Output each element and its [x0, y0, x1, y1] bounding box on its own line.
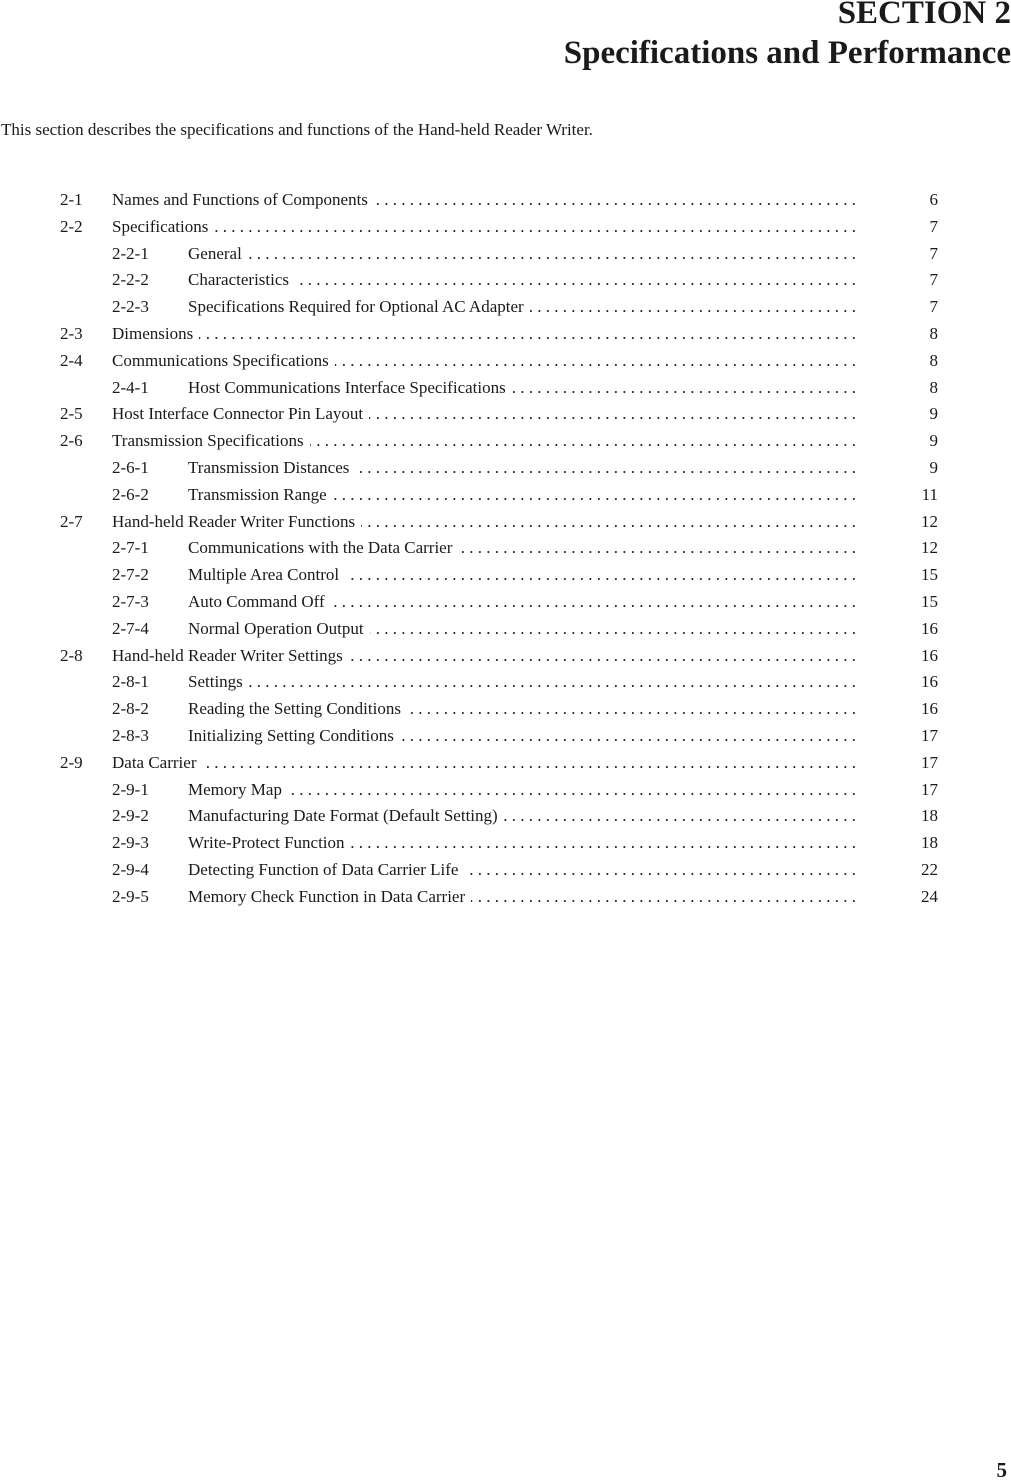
toc-entry[interactable] [60, 562, 940, 589]
toc-entry-leader [188, 241, 856, 268]
toc-entry[interactable] [60, 482, 940, 509]
toc-entry-number: 2-2-2 [112, 270, 149, 290]
toc-entry-number: 2-9-5 [112, 886, 149, 906]
toc-entry[interactable] [60, 321, 940, 348]
toc-entry-leader [188, 696, 856, 723]
toc-entry[interactable] [60, 857, 940, 884]
toc-entry-title: General [188, 244, 248, 263]
section-header [564, 0, 1011, 73]
toc-entry[interactable] [60, 535, 940, 562]
toc-entry-title: Write-Protect Function [188, 833, 351, 852]
toc-entry-page: 16 [921, 672, 938, 692]
toc-entry[interactable] [60, 348, 940, 375]
toc-entry-page: 17 [921, 752, 938, 772]
toc-entry-number: 2-2-3 [112, 297, 149, 317]
toc-entry-number: 2-2 [60, 216, 83, 236]
toc-entry-title: Characteristics [188, 270, 295, 289]
toc-entry-title: Initializing Setting Conditions [188, 726, 400, 745]
toc-entry-leader [188, 669, 856, 696]
toc-entry-number: 2-8-1 [112, 672, 149, 692]
toc-entry-number: 2-1 [60, 190, 83, 209]
toc-entry-title: Memory Map [188, 780, 288, 799]
toc-entry-title: Settings [188, 672, 249, 691]
toc-entry-page: 15 [921, 591, 938, 611]
toc-entry-leader [112, 321, 856, 348]
toc-entry[interactable] [60, 750, 940, 777]
toc-entry-title: Transmission Distances [188, 458, 355, 477]
table-of-contents [60, 187, 940, 911]
toc-entry[interactable] [60, 509, 940, 536]
toc-entry-leader [188, 884, 856, 911]
toc-entry-page: 8 [929, 377, 938, 397]
toc-entry[interactable] [60, 589, 940, 616]
toc-entry-page: 9 [929, 404, 938, 424]
toc-entry-leader [188, 589, 856, 616]
toc-entry-title: Memory Check Function in Data Carrier [188, 887, 471, 906]
toc-entry[interactable] [60, 696, 940, 723]
toc-entry-page: 12 [921, 538, 938, 558]
toc-entry-title: Reading the Setting Conditions [188, 699, 407, 718]
toc-entry-title: Transmission Range [188, 485, 333, 504]
toc-entry-leader [188, 723, 856, 750]
toc-entry-number: 2-4-1 [112, 377, 149, 397]
toc-entry[interactable] [60, 830, 940, 857]
toc-entry-number: 2-6-1 [112, 457, 149, 477]
toc-entry[interactable] [60, 241, 940, 268]
toc-entry-page: 16 [921, 699, 938, 719]
toc-entry-page: 16 [921, 645, 938, 665]
toc-entry-number: 2-9-2 [112, 806, 149, 826]
toc-entry-leader [112, 187, 856, 214]
toc-entry-number: 2-9-4 [112, 859, 149, 879]
toc-entry[interactable] [60, 401, 940, 428]
page-number: 5 [996, 1458, 1007, 1482]
toc-entry-title: Communications Specifications [112, 351, 335, 370]
toc-entry-leader [188, 535, 856, 562]
toc-entry[interactable] [60, 723, 940, 750]
toc-entry-leader [188, 375, 856, 402]
toc-entry-leader [188, 830, 856, 857]
toc-entry-number: 2-8 [60, 645, 83, 665]
intro-paragraph: This section describes the specifications and functions of the Hand-held Reader Writer. [1, 120, 593, 139]
toc-entry-page: 7 [929, 216, 938, 236]
toc-entry-number: 2-7 [60, 511, 83, 531]
toc-entry-page: 7 [929, 297, 938, 317]
toc-entry-page: 18 [921, 833, 938, 853]
toc-entry-title: Multiple Area Control [188, 565, 345, 584]
toc-entry-number: 2-8-2 [112, 699, 149, 719]
toc-entry-leader [188, 616, 856, 643]
toc-entry[interactable] [60, 294, 940, 321]
toc-entry[interactable] [60, 777, 940, 804]
toc-entry-leader [188, 482, 856, 509]
toc-entry-page: 7 [929, 270, 938, 290]
toc-entry-title: Hand-held Reader Writer Functions [112, 512, 361, 531]
toc-entry-number: 2-2-1 [112, 243, 149, 263]
toc-entry-leader [188, 857, 856, 884]
section-number: SECTION 2 [837, 0, 1011, 31]
toc-entry-title: Dimensions [112, 324, 199, 343]
toc-entry-page: 12 [921, 511, 938, 531]
toc-entry-leader [112, 428, 856, 455]
toc-entry-title: Host Communications Interface Specifications [188, 378, 512, 397]
toc-entry-page: 8 [929, 350, 938, 370]
toc-entry-number: 2-5 [60, 404, 83, 424]
toc-entry-page: 9 [929, 457, 938, 477]
toc-entry-number: 2-6-2 [112, 484, 149, 504]
toc-entry[interactable] [60, 803, 940, 830]
toc-entry[interactable] [60, 455, 940, 482]
toc-entry-number: 2-7-3 [112, 591, 149, 611]
toc-entry[interactable] [60, 616, 940, 643]
toc-entry-page: 11 [921, 484, 938, 504]
toc-entry-page: 15 [921, 565, 938, 585]
toc-entry[interactable] [60, 375, 940, 402]
toc-entry-title: Detecting Function of Data Carrier Life [188, 860, 464, 879]
toc-entry-number: 2-6 [60, 431, 83, 451]
toc-entry-number: 2-4 [60, 350, 83, 370]
toc-entry-page: 6 [929, 190, 938, 209]
toc-entry[interactable] [60, 669, 940, 696]
toc-entry-leader [188, 294, 856, 321]
toc-entry-leader [112, 750, 856, 777]
toc-entry-leader [112, 509, 856, 536]
toc-entry-title: Normal Operation Output [188, 619, 370, 638]
toc-entry-number: 2-3 [60, 323, 83, 343]
toc-entry-number: 2-7-4 [112, 618, 149, 638]
toc-entry-title: Auto Command Off [188, 592, 331, 611]
toc-entry-title: Transmission Specifications [112, 431, 310, 450]
toc-entry[interactable] [60, 428, 940, 455]
toc-entry-page: 17 [921, 779, 938, 799]
toc-entry-leader [188, 562, 856, 589]
toc-entry-number: 2-9 [60, 752, 83, 772]
toc-entry[interactable] [60, 187, 940, 214]
toc-entry-page: 9 [929, 431, 938, 451]
toc-entry[interactable] [60, 643, 940, 670]
toc-entry-page: 24 [921, 886, 938, 906]
toc-entry-leader [188, 803, 856, 830]
toc-entry-page: 16 [921, 618, 938, 638]
toc-entry-leader [188, 777, 856, 804]
toc-entry-page: 18 [921, 806, 938, 826]
toc-entry-leader [112, 214, 856, 241]
toc-entry-leader [188, 267, 856, 294]
toc-entry-number: 2-7-2 [112, 565, 149, 585]
toc-entry-leader [112, 643, 856, 670]
toc-entry-title: Hand-held Reader Writer Settings [112, 646, 349, 665]
toc-entry-number: 2-9-3 [112, 833, 149, 853]
toc-entry-number: 2-7-1 [112, 538, 149, 558]
toc-entry-number: 2-9-1 [112, 779, 149, 799]
toc-entry-title: Communications with the Data Carrier [188, 538, 458, 557]
toc-entry-page: 7 [929, 243, 938, 263]
toc-entry-title: Names and Functions of Components [112, 190, 374, 209]
toc-entry-title: Specifications [112, 217, 214, 236]
toc-entry[interactable] [60, 267, 940, 294]
toc-entry-page: 17 [921, 725, 938, 745]
toc-entry[interactable] [60, 884, 940, 911]
toc-entry-number: 2-8-3 [112, 725, 149, 745]
toc-entry-title: Manufacturing Date Format (Default Setting) [188, 806, 504, 825]
toc-entry-leader [112, 348, 856, 375]
toc-entry-page: 22 [921, 859, 938, 879]
toc-entry-leader [112, 401, 856, 428]
toc-entry-title: Specifications Required for Optional AC Adapter [188, 297, 530, 316]
toc-entry-title: Host Interface Connector Pin Layout [112, 404, 369, 423]
section-title: Specifications and Performance [563, 34, 1011, 71]
toc-entry-page: 8 [929, 323, 938, 343]
toc-entry-title: Data Carrier [112, 753, 202, 772]
toc-entry[interactable] [60, 214, 940, 241]
toc-entry-leader [188, 455, 856, 482]
